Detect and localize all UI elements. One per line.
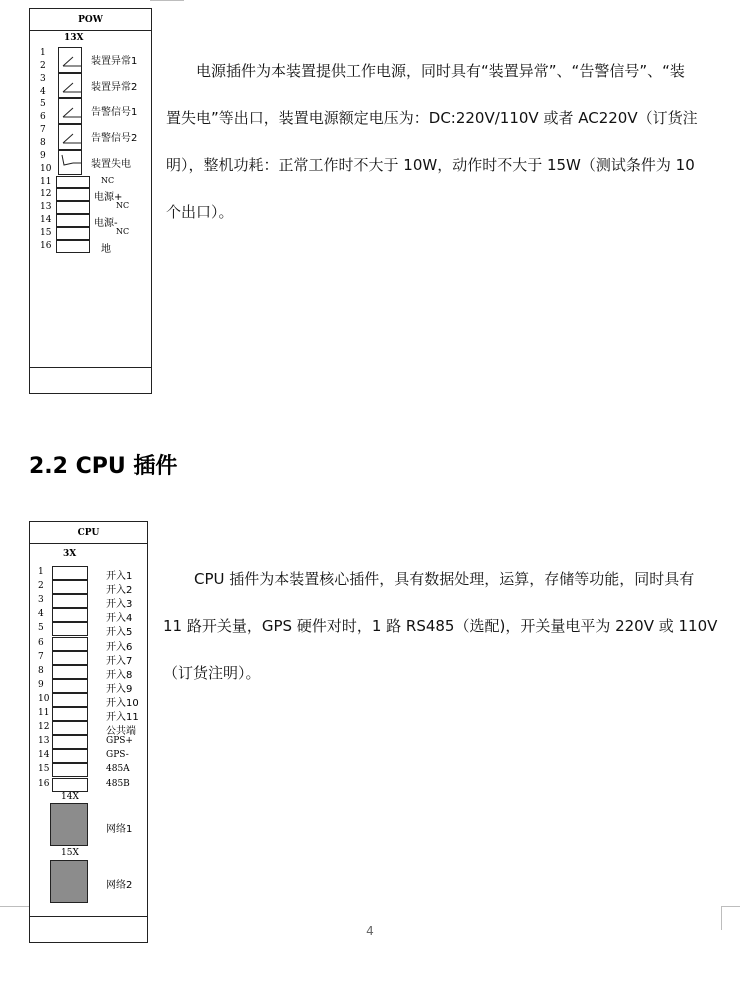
cpu-pin-number: 2 <box>38 581 44 592</box>
pow-pin-label: 地 <box>101 243 111 255</box>
pow-pin-number: 2 <box>40 60 46 71</box>
cpu-pin-number: 3 <box>38 595 44 606</box>
relay-switch-icon <box>59 48 83 74</box>
cpu-text-line3: （订货注明）。 <box>163 664 261 682</box>
cpu-pin-number: 9 <box>38 679 44 690</box>
cpu-pin-label: 开入3 <box>106 599 133 611</box>
cpu-pin-label: 开入6 <box>106 641 133 653</box>
terminal-box <box>52 622 88 636</box>
terminal-box <box>52 608 88 622</box>
terminal-box <box>56 240 90 253</box>
cpu-pin-label: GPS- <box>106 750 129 761</box>
cpu-pin-number: 15 <box>38 764 50 775</box>
pow-pin-number: 12 <box>40 189 52 200</box>
cpu-pin-number: 6 <box>38 637 44 648</box>
cpu-panel-title: CPU <box>30 522 147 544</box>
pow-pin-number: 10 <box>40 163 52 174</box>
terminal-box <box>52 693 88 707</box>
terminal-box <box>52 763 88 777</box>
pow-pin-number: 16 <box>40 240 52 251</box>
relay-switch-icon <box>59 125 83 151</box>
pow-pin-label: 电源- <box>94 218 118 230</box>
cpu-pin-label: 开入4 <box>106 613 133 625</box>
pow-pin-number: 13 <box>40 202 52 213</box>
cpu-pin-label: 485A <box>106 764 130 775</box>
pow-pin-number: 15 <box>40 227 52 238</box>
net1-connector-label: 14X <box>61 792 79 802</box>
cpu-pin-number: 8 <box>38 665 44 676</box>
terminal-box <box>56 214 90 227</box>
cpu-pin-label: 开入7 <box>106 655 133 667</box>
cpu-pin-label: 开入11 <box>106 712 139 723</box>
terminal-box <box>52 566 88 580</box>
cpu-pin-label: 开入2 <box>106 585 133 597</box>
cpu-pin-number: 14 <box>38 750 50 761</box>
corner-mark-top <box>150 0 184 1</box>
network-port-1[interactable] <box>50 803 88 846</box>
terminal-box <box>52 594 88 608</box>
relay-switch-icon <box>59 151 83 177</box>
terminal-box <box>56 227 90 240</box>
cpu-pin-label: 开入5 <box>106 627 133 639</box>
net2-connector-label: 15X <box>61 848 79 858</box>
pow-pin-number: 14 <box>40 215 52 226</box>
cpu-connector-label: 3X <box>63 549 77 559</box>
pow-text-line2: 置失电”等出口，装置电源额定电压为：DC:220V/110V 或者 AC220V（订货注 <box>166 109 698 127</box>
corner-mark-bottom-left-h <box>0 906 30 907</box>
terminal-box <box>52 580 88 594</box>
cpu-pin-label: 公共端 <box>106 726 136 738</box>
net1-label: 网络1 <box>106 824 133 835</box>
pow-pin-label: NC <box>116 201 130 211</box>
terminal-box <box>52 749 88 763</box>
terminal-box <box>56 201 90 214</box>
pow-pin-number: 7 <box>40 125 46 136</box>
pow-pin-number: 1 <box>40 48 46 58</box>
pow-panel-footer <box>30 367 151 393</box>
terminal-box <box>52 637 88 651</box>
relay-contact-icon <box>58 98 82 124</box>
pow-panel-title: POW <box>30 9 151 31</box>
pow-text-line3: 明），整机功耗：正常工作时不大于 10W，动作时不大于 15W（测试条件为 10 <box>166 156 695 174</box>
relay-switch-icon <box>59 99 83 125</box>
cpu-pin-label: 485B <box>106 778 130 789</box>
cpu-pin-number: 7 <box>38 651 44 662</box>
terminal-box <box>52 679 88 693</box>
pow-pin-label: 装置异常1 <box>91 56 138 67</box>
cpu-pin-label: 开入1 <box>106 571 133 582</box>
relay-contact-icon <box>58 150 82 176</box>
corner-mark-bottom-right-h <box>721 906 740 907</box>
cpu-pin-number: 1 <box>38 567 44 577</box>
pow-pin-number: 11 <box>40 176 52 187</box>
terminal-box <box>52 735 88 749</box>
cpu-pin-number: 16 <box>38 778 50 789</box>
pow-panel <box>29 8 152 394</box>
cpu-pin-label: 开入8 <box>106 669 133 681</box>
cpu-pin-number: 13 <box>38 736 50 747</box>
pow-pin-label: NC <box>101 175 115 185</box>
cpu-pin-number: 11 <box>38 708 50 718</box>
pow-pin-number: 4 <box>40 86 46 97</box>
pow-pin-label: NC <box>116 226 130 236</box>
cpu-text-line2: 11 路开关量，GPS 硬件对时，1 路 RS485（选配)，开关量电平为 220V 或 110V <box>163 617 718 635</box>
cpu-pin-label: 开入9 <box>106 683 133 695</box>
cpu-pin-number: 5 <box>38 623 44 634</box>
terminal-box <box>52 707 88 721</box>
pow-pin-number: 9 <box>40 150 46 161</box>
terminal-box <box>56 176 90 189</box>
cpu-pin-number: 4 <box>38 609 44 620</box>
pow-pin-label: 装置异常2 <box>91 81 138 93</box>
terminal-box <box>52 778 88 792</box>
relay-contact-icon <box>58 124 82 150</box>
cpu-pin-number: 10 <box>38 693 50 704</box>
pow-pin-number: 5 <box>40 99 46 110</box>
pow-connector-label: 13X <box>64 33 84 43</box>
pow-pin-label: 告警信号1 <box>91 107 138 119</box>
cpu-text-line1: CPU 插件为本装置核心插件，具有数据处理，运算，存储等功能，同时具有 <box>194 570 695 588</box>
pow-text-line4: 个出口）。 <box>166 203 234 221</box>
pow-text-line1: 电源插件为本装置提供工作电源，同时具有“装置异常”、“告警信号”、“装 <box>196 62 685 80</box>
terminal-box <box>56 188 90 201</box>
pow-pin-number: 8 <box>40 137 46 148</box>
pow-pin-number: 3 <box>40 73 46 84</box>
page-number: 4 <box>366 924 374 938</box>
terminal-box <box>52 665 88 679</box>
pow-pin-label: 告警信号2 <box>91 133 138 145</box>
pow-pin-number: 6 <box>40 112 46 123</box>
cpu-pin-label: GPS+ <box>106 736 133 747</box>
pow-pin-label: 装置失电 <box>91 158 131 170</box>
pow-pin-label: 电源+ <box>94 192 123 204</box>
cpu-pin-number: 12 <box>38 722 50 733</box>
relay-contact-icon <box>58 47 82 73</box>
relay-switch-icon <box>59 74 83 100</box>
cpu-pin-label: 开入10 <box>106 697 139 709</box>
relay-contact-icon <box>58 73 82 99</box>
terminal-box <box>52 721 88 735</box>
terminal-box <box>52 651 88 665</box>
cpu-panel <box>29 521 148 943</box>
section-heading: 2.2 CPU 插件 <box>29 454 178 479</box>
net2-label: 网络2 <box>106 880 133 891</box>
network-port-2[interactable] <box>50 860 88 903</box>
